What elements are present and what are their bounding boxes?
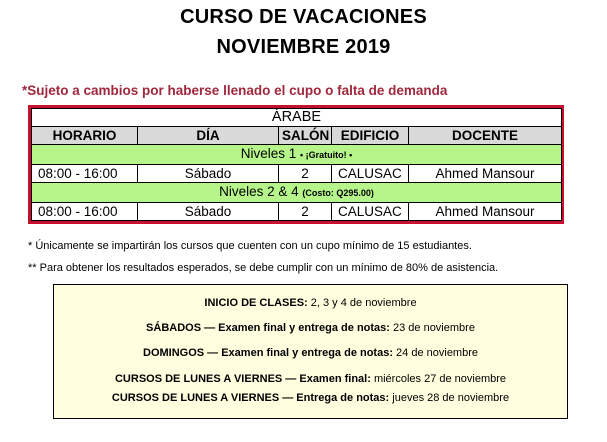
cell-salon: 2: [279, 203, 332, 221]
cell-dia: Sábado: [138, 165, 279, 183]
level-row: [32, 183, 562, 203]
level-row: [32, 145, 562, 165]
cell-dia: Sábado: [138, 203, 279, 221]
level-note: • ¡Gratuito! •: [300, 150, 353, 160]
info-label: INICIO DE CLASES:: [204, 297, 308, 309]
info-value: 24 de noviembre: [393, 347, 478, 359]
level-label: Niveles 2 & 4: [219, 184, 299, 199]
cell-docente: Ahmed Mansour: [409, 165, 562, 183]
important-dates-box: [53, 284, 568, 419]
cell-horario: 08:00 - 16:00: [32, 165, 138, 183]
info-label: CURSOS DE LUNES A VIERNES — Entrega de notas:: [111, 392, 390, 404]
info-line: [54, 347, 567, 359]
change-notice: *Sujeto a cambios por haberse llenado el cupo o falta de demanda: [22, 83, 448, 98]
info-line: [54, 373, 567, 385]
col-horario: HORARIO: [32, 127, 138, 145]
language-row: [32, 109, 562, 127]
header-row: [32, 127, 562, 145]
col-docente: DOCENTE: [409, 127, 562, 145]
info-line: [54, 297, 567, 309]
col-dia: DÍA: [138, 127, 279, 145]
document-subtitle: NOVIEMBRE 2019: [216, 36, 391, 58]
cell-edificio: CALUSAC: [332, 203, 409, 221]
schedule-table: [28, 105, 564, 224]
level-note: (Costo: Q295.00): [302, 188, 374, 198]
info-line: [54, 392, 567, 404]
info-line: [54, 322, 567, 334]
footnote-min-enrollment: * Únicamente se impartirán los cursos que cuenten con un cupo mínimo de 15 estudiantes.: [28, 240, 472, 252]
level-label: Niveles 1: [240, 146, 297, 161]
info-label: SÁBADOS — Examen final y entrega de notas:: [146, 322, 390, 334]
cell-horario: 08:00 - 16:00: [32, 203, 138, 221]
cell-salon: 2: [279, 165, 332, 183]
col-edificio: EDIFICIO: [332, 127, 409, 145]
info-value: 2, 3 y 4 de noviembre: [307, 297, 417, 309]
cell-docente: Ahmed Mansour: [409, 203, 562, 221]
table-row: [32, 165, 562, 183]
info-value: 23 de noviembre: [389, 322, 475, 334]
info-value: miércoles 27 de noviembre: [370, 373, 507, 385]
document-title: CURSO DE VACACIONES: [180, 6, 427, 28]
col-salon: SALÓN: [279, 127, 332, 145]
info-value: jueves 28 de noviembre: [389, 392, 510, 404]
language-name: ÁRABE: [32, 109, 562, 127]
info-label: CURSOS DE LUNES A VIERNES — Examen final:: [114, 373, 371, 385]
cell-edificio: CALUSAC: [332, 165, 409, 183]
footnote-attendance: ** Para obtener los resultados esperados, se debe cumplir con un mínimo de 80% de asistencia.: [28, 262, 499, 274]
info-label: DOMINGOS — Examen final y entrega de notas:: [143, 347, 393, 359]
table-row: [32, 203, 562, 221]
